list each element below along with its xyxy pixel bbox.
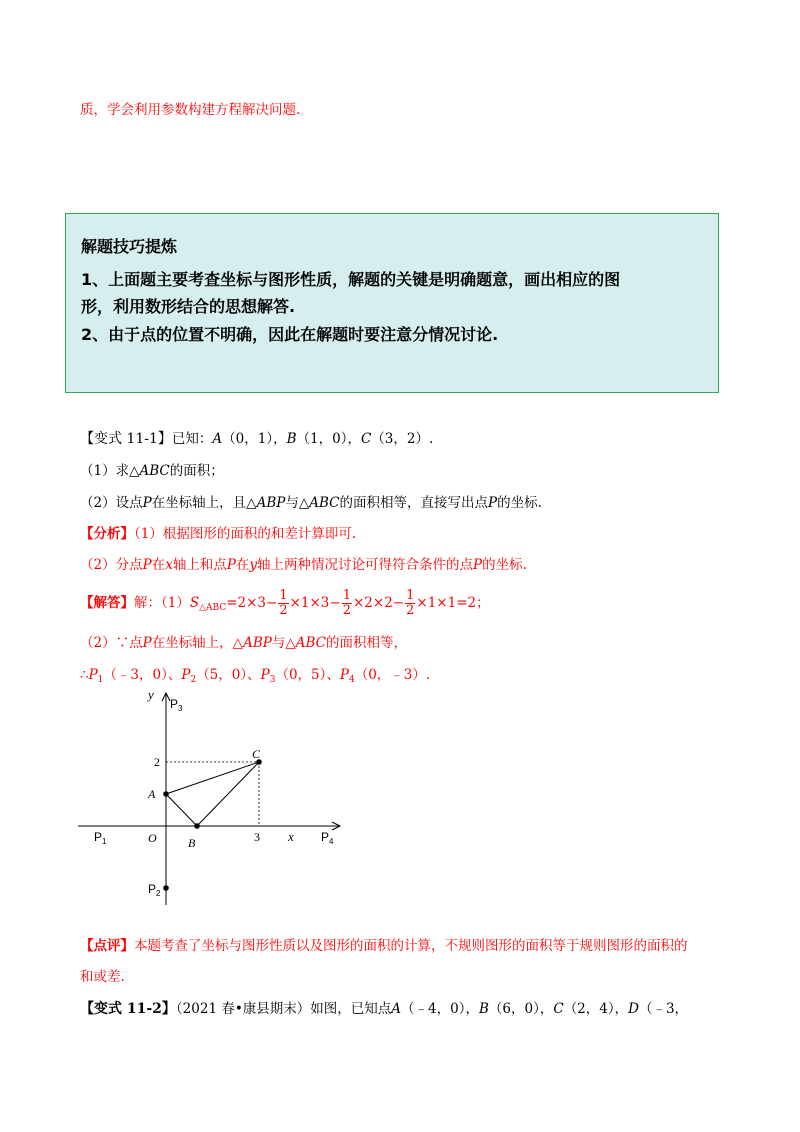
q2-text-b: 在坐标轴上，且△ [151,495,257,511]
frac-num: 1 [342,588,351,603]
label-c: C [252,747,261,761]
label-p2: $P_2$ [148,882,161,898]
area-subscript: △ABC [199,603,227,613]
analysis-2-b: 在 [151,557,166,573]
q1-text: （1）求△ [80,463,140,479]
question-1 [80,461,224,481]
variant-11-2-stem [80,999,688,1019]
analysis-2-x: x [165,557,173,573]
answer-2-b: 在坐标轴上，△ [151,635,244,651]
comment-line-1 [80,936,688,956]
stem-text: 已知： [171,431,213,447]
coordinate-graph [70,685,360,915]
answer-eq-1: =2×3− [226,595,278,611]
v2-point-c: C [553,1001,564,1017]
answer-2-abp: ABP [243,635,272,651]
answer-tag: 【解答】 [80,595,134,611]
v2-point-a: A [391,1001,402,1017]
q2-text-a: （2）设点 [80,495,143,511]
v2-point-a-coord: （﹣4，0）， [401,1001,479,1017]
p2-coord: （5，0）、 [196,667,261,683]
comment-text-a: 本题考查了坐标与图形性质以及图形的面积的计算，不规则图形的面积等于规则图形的面积的 [134,938,688,954]
area-symbol: S [189,595,200,611]
v2-point-b: B [478,1001,489,1017]
p1-coord: （﹣3，0）、 [103,667,182,683]
label-p4: $P_4$ [321,830,334,846]
analysis-2-y: y [249,557,258,573]
comment-tag: 【点评】 [80,938,134,954]
q2-p2: P [487,495,498,511]
point-b-label: B [286,431,297,447]
frac-num: 1 [406,588,415,603]
analysis-tag: 【分析】 [80,526,134,542]
triangle-abc [166,762,259,826]
p4-sub: 4 [348,675,355,685]
variant-11-1-stem [80,429,433,449]
answer-2-d: 的面积相等， [325,635,407,651]
p3-sub: 3 [269,675,276,685]
label-a: A [148,787,156,801]
label-b: B [188,836,196,850]
analysis-2-f: 的坐标. [482,557,527,573]
point-c-label: C [360,431,372,447]
p2-label: P [181,667,191,683]
tips-title: 解题技巧提炼 [81,237,178,256]
analysis-2-d: 在 [235,557,250,573]
p4-label: P [339,667,349,683]
v2-point-d: D [628,1001,639,1017]
point-b [194,823,200,829]
p2-sub: 2 [190,675,197,685]
analysis-2-e: 轴上两种情况讨论可得符合条件的点 [257,557,474,573]
answer-2-c: 与△ [271,635,296,651]
q2-text-d: 的面积相等，直接写出点 [339,495,488,511]
answer-2-a: （2）∵点 [80,635,143,651]
q1-abc: ABC [139,463,170,479]
x-label: x [288,829,294,844]
intro-line: 质，学会利用参数构建方程解决问题. [80,102,301,118]
y-label: y [148,687,154,702]
question-2 [80,493,542,513]
p3-label: P [260,667,270,683]
answer-term-3: ×1×1=2； [416,595,490,611]
analysis-1 [80,524,356,544]
tick-2: 2 [154,755,160,769]
answer-2 [80,633,407,653]
analysis-2-p: P [142,557,152,573]
p1-label: P [88,667,98,683]
v2-point-c-coord: （2，4）， [563,1001,629,1017]
v2-point-d-coord: （﹣3， [638,1001,689,1017]
answer-2-p: P [142,635,152,651]
v2-point-b-coord: （6，0）， [488,1001,554,1017]
frac-num: 1 [279,588,288,603]
p1-sub: 1 [97,675,104,685]
point-a-coord: （0，1）， [222,431,287,447]
tips-box [65,213,719,393]
answer-term-2: ×2×2− [353,595,405,611]
analysis-2-c: 轴上和点 [172,557,227,573]
analysis-2-a: （2）分点 [80,557,143,573]
point-p2 [163,885,169,891]
fraction-half-3 [405,589,415,618]
frac-den: 2 [406,603,415,618]
point-b-coord: （1，0）， [296,431,361,447]
q2-p: P [142,495,152,511]
point-c-coord: （3，2）. [371,431,434,447]
tick-3: 3 [254,830,260,844]
fraction-half-2 [342,589,352,618]
tips-line-1b: 形，利用数形结合的思想解答. [81,297,296,316]
analysis-2-p2: P [226,557,236,573]
comment-line-2: 和或差. [80,969,125,985]
frac-den: 2 [279,603,288,618]
p4-coord: （0，﹣3）. [354,667,431,683]
tips-line-1a: 1、上面题主要考查坐标与图形性质，解题的关键是明确题意，画出相应的图 [81,270,621,289]
variant-2-source: （2021 春•康县期末） [175,1001,311,1017]
answer-2-abc: ABC [295,635,326,651]
answer-1 [80,588,490,623]
answer-term-1: ×1×3− [289,595,341,611]
origin-label: O [148,831,157,845]
therefore-symbol: ∴ [80,667,89,683]
q2-abp: ABP [256,495,286,511]
variant-2-text: 如图，已知点 [310,1001,392,1017]
label-p3: $P_3$ [170,697,183,713]
analysis-1-text: （1）根据图形的面积的和差计算即可. [134,526,357,542]
fraction-half-1 [278,589,288,618]
tips-line-2: 2、由于点的位置不明确，因此在解题时要注意分情况讨论. [81,325,499,344]
q1-text-end: 的面积； [169,463,224,479]
q2-abc: ABC [309,495,340,511]
frac-den: 2 [342,603,351,618]
point-a-label: A [212,431,223,447]
q2-text-c: 与△ [285,495,310,511]
p3-coord: （0，5）、 [275,667,340,683]
variant-tag: 【变式 11-1】 [80,431,172,447]
answer-1-text: 解：（1） [134,595,190,611]
point-a [163,791,169,797]
analysis-2-p3: P [473,557,483,573]
analysis-2 [80,555,527,575]
label-p1: $P_1$ [94,830,107,846]
q2-text-e: 的坐标. [497,495,542,511]
variant-2-tag: 【变式 11-2】 [80,1001,176,1017]
